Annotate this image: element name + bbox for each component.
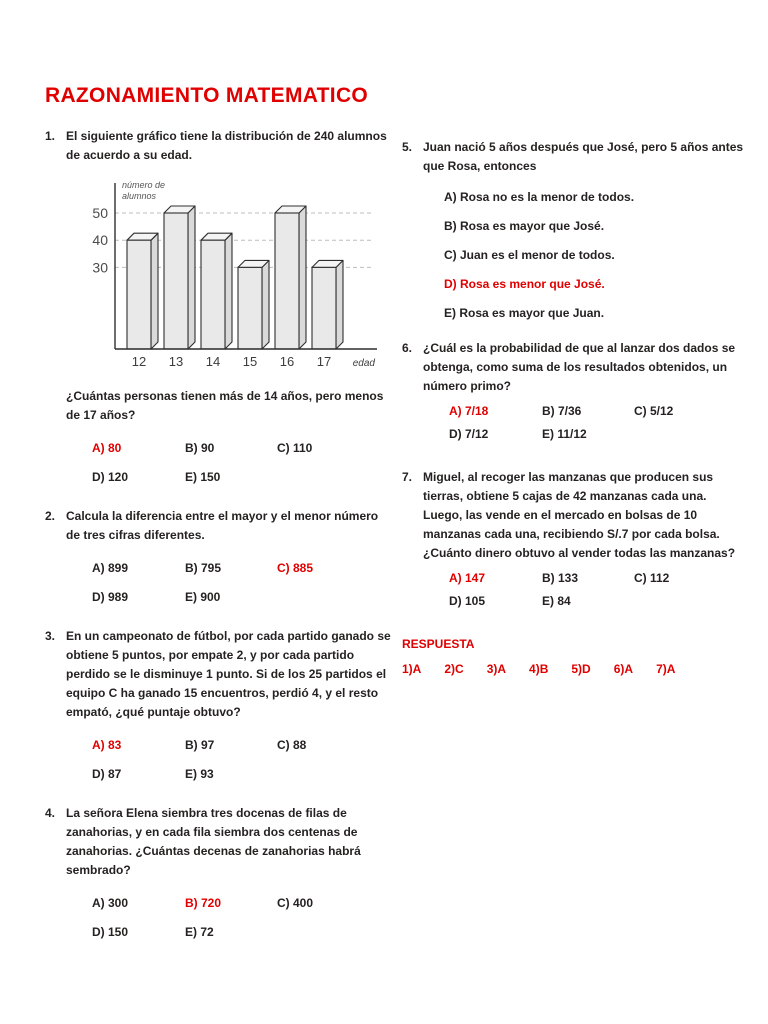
question-5-options [444,188,748,323]
question-6-number: 6. [402,341,413,355]
answer-5: 5)D [571,662,591,676]
option-b: B) 720 [185,896,222,910]
svg-text:50: 50 [92,205,108,221]
svg-text:edad: edad [352,358,375,369]
answer-key-values [402,662,748,676]
answer-1: 1)A [402,662,422,676]
question-4-options [92,894,395,942]
option-e: E) 72 [185,925,214,939]
question-4-number: 4. [45,806,56,820]
option-c: C) 5/12 [634,404,674,418]
question-6 [402,339,748,444]
question-3-text: En un campeonato de fútbol, por cada partido ganado se obtiene 5 puntos, por empate 2, y por cada partido perdido se le disminuye 1 punto. Si de los 25 partidos el equipo C ha ganado 15 encuentros, perdió 4, y el resto empató, ¿qué puntaje obtuvo? [66,629,391,719]
question-2 [45,507,395,607]
question-7-options [449,569,748,611]
option-e: E) Rosa es mayor que Juan. [444,306,605,320]
option-a: A) 899 [92,561,129,575]
option-b: B) 133 [542,571,579,585]
answer-4: 4)B [529,662,549,676]
option-d: D) 150 [92,925,129,939]
option-e: E) 93 [185,767,214,781]
option-a: A) 7/18 [449,404,489,418]
question-2-number: 2. [45,509,56,523]
svg-text:alumnos: alumnos [122,191,157,201]
option-a: A) 80 [92,441,122,455]
question-2-options [92,559,395,607]
question-6-head [402,339,748,396]
option-a: A) 83 [92,738,122,752]
question-3 [45,627,395,784]
question-1-prompt: ¿Cuántas personas tienen más de 14 años, pero menos de 17 años? [66,389,384,422]
question-5 [402,138,748,323]
question-1-number: 1. [45,129,56,143]
question-5-number: 5. [402,140,413,154]
question-1 [45,127,395,487]
option-c: C) 110 [277,441,313,455]
question-7 [402,468,748,611]
question-6-text: ¿Cuál es la probabilidad de que al lanzar dos dados se obtenga, como suma de los resultados obtenidos, un número primo? [423,341,736,393]
answer-3: 3)A [486,662,507,676]
svg-text:14: 14 [205,354,221,369]
option-d: D) 87 [92,767,122,781]
answer-key [402,637,748,676]
question-7-number: 7. [402,470,413,484]
option-b: B) 90 [185,441,215,455]
option-c: C) Juan es el menor de todos. [444,248,615,262]
page-title: RAZONAMIENTO MATEMATICO [45,84,369,107]
age-distribution-bar-chart [85,173,395,381]
option-e: E) 84 [542,594,571,608]
svg-text:12: 12 [131,354,147,369]
left-column [45,127,395,942]
answer-6: 6)A [613,662,634,676]
option-a: A) 147 [449,571,486,585]
question-4-head [45,804,395,880]
option-c: C) 88 [277,738,307,752]
option-e: E) 150 [185,470,221,484]
option-c: C) 400 [277,896,314,910]
question-1-text: El siguiente gráfico tiene la distribución de 240 alumnos de acuerdo a su edad. [66,129,387,162]
question-2-text: Calcula la diferencia entre el mayor y el menor número de tres cifras diferentes. [66,509,379,542]
option-c: C) 885 [277,561,314,575]
svg-text:17: 17 [316,354,332,369]
option-d: D) Rosa es menor que José. [444,277,605,291]
question-6-options [449,402,748,444]
option-b: B) 7/36 [542,404,582,418]
question-5-text: Juan nació 5 años después que José, pero 5 años antes que Rosa, entonces [423,140,744,173]
question-3-options [92,736,395,784]
answer-key-heading: RESPUESTA [402,637,475,651]
answer-7: 7)A [656,662,676,676]
question-2-head [45,507,395,545]
option-c: C) 112 [634,571,670,585]
svg-text:número de: número de [122,180,166,190]
question-1-options [92,439,395,487]
option-d: D) 120 [92,470,129,484]
question-7-head [402,468,748,563]
option-d: D) 989 [92,590,129,604]
svg-text:13: 13 [168,354,184,369]
answer-2: 2)C [444,662,464,676]
question-4-text: La señora Elena siembra tres docenas de filas de zanahorias, y en cada fila siembra dos centenas de zanahorias. ¿Cuántas decenas de zanahorias habrá sembrado? [66,806,361,877]
option-d: D) 105 [449,594,486,608]
svg-text:30: 30 [92,259,108,276]
question-7-text: Miguel, al recoger las manzanas que producen sus tierras, obtiene 5 cajas de 42 manzanas cada una. Luego, las vende en el mercado en bolsas de 10 manzanas cada una, recibiendo S/.7 por cada bolsa. ¿Cuánto dinero obtuvo al vender todas las manzanas? [423,470,736,560]
right-column [402,138,748,676]
svg-text:15: 15 [242,354,258,369]
option-b: B) Rosa es mayor que José. [444,219,605,233]
option-a: A) Rosa no es la menor de todos. [444,190,635,204]
option-b: B) 97 [185,738,215,752]
svg-text:16: 16 [279,354,295,369]
question-3-head [45,627,395,722]
question-5-head [402,138,748,176]
question-1-head [45,127,395,165]
svg-text:40: 40 [92,232,108,249]
option-e: E) 11/12 [542,427,587,441]
question-3-number: 3. [45,629,56,643]
option-e: E) 900 [185,590,221,604]
option-d: D) 7/12 [449,427,489,441]
question-4 [45,804,395,942]
option-b: B) 795 [185,561,222,575]
option-a: A) 300 [92,896,129,910]
